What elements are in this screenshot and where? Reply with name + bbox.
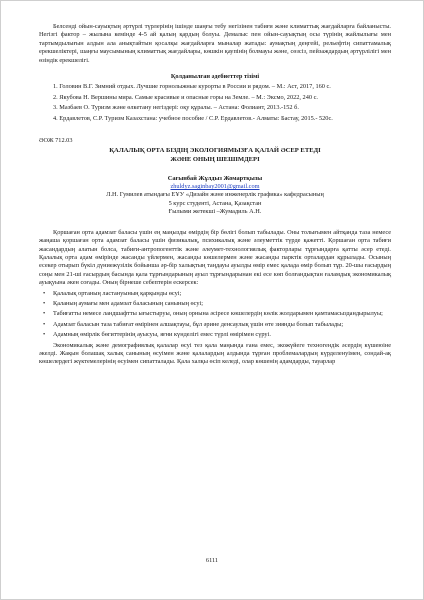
body-paragraph-1: Қоршаған орта адамзат баласы үшін ең маңызды өмірдің бір бөлігі болып табылады. Оны толығымен айтқанда таза немесе жаңаша қоршаған орта адамзат баласы үшін физикалық, психикалық және әлеуметтік түрде қажетті. Қоршаған орта табиғи жасандардың алатын болса, табиғи-антропогенттік және әлеумет-технологиялық факторлары тұрғындарға қатты әсер етеді. Қалалық орта адам өмірінде жасанды үйлермен, жасанды көшелермен және жасанды парктік орталардан құрылады. Осының есекер отырып бүкіл дүниежүзілік бойынша әр-бір халықтың таңдауы ауылды өмір емес қалада өмір болып тұр. 20-шы ғасырдың соңы мен 21-ші ғасырдың басында қала тұрғындарының ауыл тұрғындарынан екі есе көп болғандықтан ғаламдық экономикалық ауықуына әкен соғады. Оның бірнеше себептерін ескерсек: (39, 228, 391, 287)
list-item: • Адамзат баласын таза табиғат өмірінен алшақтауы, бұл әрине денсаулық үшін өте зиянды болып табылады; (39, 321, 391, 329)
body-paragraph-2: Экономикалық және демографиялық қалалар өсуі тез қала маңында ғана емес, экожүйеге техногендік әсердің күшеюіне әкелді. Жақын болашақ халық санының өсуімен және қалалардың алдында тұрған проблемалардың күрделенуімен, сондай-ақ көшелердегі жүктемелерінің өсуімен сипатталады. Қала халқы өсіп келеді, олар көшенің адамдарды, тауарлар (39, 341, 391, 366)
supervisor: Ғылыми жетекші –Жумадиль А.Н. (168, 208, 262, 216)
list-item: • Қаланың аумағы мен адамзат баласының санының өсуі; (39, 300, 391, 308)
udc-code: ӘОЖ 712.03 (39, 137, 73, 145)
page-number: 6111 (205, 557, 219, 564)
article-title-line-1: ҚАЛАЛЫҚ ОРТА БІЗДІҢ ЭКОЛОГИЯМЫЗҒА ҚАЛАЙ ӘСЕР ЕТЕДІ (109, 147, 321, 155)
reference-item: 1. Головин В.Г. Зимний отдых. Лучшие горнолыжные курорты в России и рядом. – М.: Аст, 2017, 160 с. (53, 83, 331, 91)
list-item: • Табиғатты немесе ландшафтты ығыстыруы, оның орнына әсіресе көшелердің көлік жолдарымен қамтамасыздандырылуы; (39, 310, 391, 318)
list-item: • Қалалық ортаның ластануының қарқынды өсуі; (39, 290, 391, 298)
affiliation-line-1: Л.Н. Гумилев атындағы ЕҰУ «Дизайн және инженерлік графика» кафедрасының (106, 191, 324, 199)
author-name: Сағынбай Жұлдыз Жомартқызы (167, 174, 263, 182)
reference-item: 4. Ердавлетов, С.Р. Туризм Казахстана: учебное пособие / С.Р. Ердавлетов.- Алматы: Бастау, 2015.- 520с. (53, 114, 333, 122)
references-title: Қолданылған әдебиеттер тізімі (170, 73, 260, 81)
reference-item: 2. Якубова Н. Вершины мира. Самые красивые и опасные горы на Земле. – М.: Эксмо, 2022, 240 с. (53, 93, 318, 101)
article-title-line-2: ЖӘНЕ ОНЫҢ ШЕШІМДЕРІ (170, 156, 260, 164)
author-email-link[interactable]: zhuldyz.saginbay2001@gmail.com (170, 183, 260, 191)
page-content (39, 23, 391, 367)
list-item: • Адамның өмірлік бөгиттерінің ауысуы, яғни күнделігі емес түрлі өмірімен сүруі. (39, 331, 391, 339)
intro-paragraph: Белсенді ойын-сауықтың әртүрлі түрлерінің ішінде шаңғы тебу негізінен табиғи және климаттық жағдайларға байланысты. Негізгі фактор – жылына кемінде 4-5 ай қалың қардың болуы. Демалыс пен ойын-сауықтың осы түрінің жайлылығы мен тартымдылығын алдын ала анықтайтын қосалқы жағдайларға мыналар жатады: аумақтың деңгейі, рельефтің сипаттамалық ерекшеліктері, шаңғы маусымының климаттық жағдайлары, көшкін қаупінің болмауы және, сөзсіз, пейзаждардың әртүрлілігі мен өзіндік ерекшелігі. (39, 23, 391, 64)
reference-item: 3. Мазбаев О. Туризм және өлкетану негіздері: оқу құралы. – Астана: Фолиант, 2013.-152 б. (53, 104, 299, 112)
affiliation-line-2: 5 курс студенті, Астана, Қазақстан (168, 199, 262, 207)
